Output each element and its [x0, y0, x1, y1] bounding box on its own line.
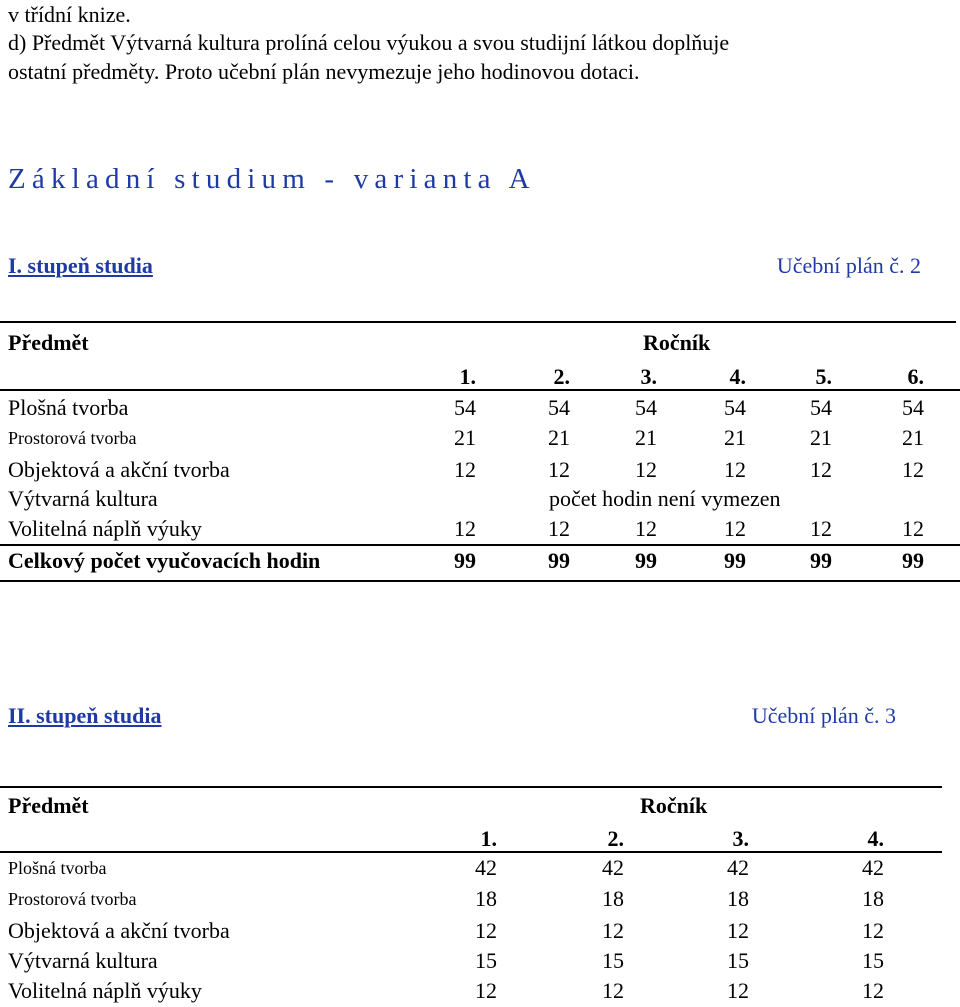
- stage1-total-cell: 99: [454, 548, 476, 573]
- stage1-cell: 54: [724, 395, 746, 420]
- stage1-row-subject: Výtvarná kultura: [8, 486, 158, 511]
- stage1-cell: 54: [454, 395, 476, 420]
- stage1-cell: 12: [454, 516, 476, 541]
- stage1-row-subject: Plošná tvorba: [8, 395, 129, 420]
- stage1-header-year: Ročník: [643, 330, 711, 355]
- stage2-row-subject: Volitelná náplň výuky: [8, 978, 202, 1003]
- stage2-label: II. stupeň studia: [8, 703, 162, 728]
- stage2-cell: 12: [602, 918, 624, 943]
- section-title: Základní studium - varianta A: [8, 163, 536, 195]
- stage1-cell: 12: [810, 457, 832, 482]
- stage1-year-1: 1.: [459, 364, 476, 389]
- stage2-year-4: 4.: [867, 826, 884, 851]
- stage1-total-cell: 99: [724, 548, 746, 573]
- stage1-row-subject: Prostorová tvorba: [8, 428, 137, 448]
- stage1-header-subject: Předmět: [8, 330, 89, 355]
- stage2-top-rule: [0, 786, 942, 788]
- stage1-year-4: 4.: [729, 364, 746, 389]
- stage2-header-year: Ročník: [640, 793, 708, 818]
- stage1-cell: 21: [548, 425, 570, 450]
- stage1-cell: 21: [902, 425, 924, 450]
- stage1-total-cell: 99: [548, 548, 570, 573]
- stage2-cell: 12: [862, 918, 884, 943]
- stage2-cell: 12: [727, 978, 749, 1003]
- stage1-row-note: počet hodin není vymezen: [549, 486, 781, 511]
- stage1-cell: 12: [902, 457, 924, 482]
- stage1-cell: 12: [454, 457, 476, 482]
- stage2-row-subject: Prostorová tvorba: [8, 889, 137, 909]
- stage2-cell: 18: [862, 886, 884, 911]
- stage2-cell: 12: [862, 978, 884, 1003]
- stage2-cell: 42: [862, 855, 884, 880]
- stage1-plan: Učební plán č. 2: [776, 253, 921, 278]
- stage1-cell: 12: [724, 516, 746, 541]
- stage2-year-3: 3.: [732, 826, 749, 851]
- stage2-cell: 12: [475, 918, 497, 943]
- stage1-year-3: 3.: [640, 364, 657, 389]
- stage2-cell: 18: [475, 886, 497, 911]
- stage2-header-subject: Předmět: [8, 793, 89, 818]
- stage1-cell: 54: [810, 395, 832, 420]
- stage2-row-subject: Plošná tvorba: [8, 858, 107, 878]
- stage1-row-subject: Objektová a akční tvorba: [8, 457, 230, 482]
- stage2-cell: 42: [475, 855, 497, 880]
- stage1-cell: 12: [810, 516, 832, 541]
- stage1-cell: 21: [635, 425, 657, 450]
- stage2-cell: 15: [862, 948, 884, 973]
- stage2-year-1: 1.: [480, 826, 497, 851]
- stage2-cell: 15: [475, 948, 497, 973]
- stage2-row-subject: Objektová a akční tvorba: [8, 918, 230, 943]
- stage2-row-subject: Výtvarná kultura: [8, 948, 158, 973]
- stage1-cell: 12: [635, 457, 657, 482]
- stage2-cell: 18: [602, 886, 624, 911]
- stage1-cell: 54: [548, 395, 570, 420]
- stage1-year-6: 6.: [907, 364, 924, 389]
- stage1-cell: 54: [902, 395, 924, 420]
- stage1-cell: 21: [724, 425, 746, 450]
- stage1-cell: 12: [548, 516, 570, 541]
- stage1-row-subject: Volitelná náplň výuky: [8, 516, 202, 541]
- intro-line-1: v třídní knize.: [8, 2, 131, 27]
- stage2-cell: 42: [727, 855, 749, 880]
- stage1-cell: 12: [902, 516, 924, 541]
- stage2-cell: 18: [727, 886, 749, 911]
- stage1-cell: 12: [724, 457, 746, 482]
- stage1-total-cell: 99: [810, 548, 832, 573]
- stage1-cell: 54: [635, 395, 657, 420]
- stage1-label: I. stupeň studia: [8, 253, 153, 278]
- stage2-cell: 15: [727, 948, 749, 973]
- stage1-top-rule: [0, 321, 956, 323]
- stage1-total-cell: 99: [902, 548, 924, 573]
- stage1-cell: 21: [810, 425, 832, 450]
- stage1-cell: 12: [635, 516, 657, 541]
- stage1-header-rule: [0, 389, 960, 391]
- stage1-total-label: Celkový počet vyučovacích hodin: [8, 548, 321, 573]
- stage2-cell: 12: [602, 978, 624, 1003]
- stage2-header-rule: [0, 851, 942, 853]
- stage1-cell: 12: [548, 457, 570, 482]
- intro-line-3: ostatní předměty. Proto učební plán nevymezuje jeho hodinovou dotaci.: [8, 59, 640, 84]
- stage1-year-5: 5.: [815, 364, 832, 389]
- stage2-cell: 12: [475, 978, 497, 1003]
- stage1-cell: 21: [454, 425, 476, 450]
- stage2-cell: 12: [727, 918, 749, 943]
- stage1-bottom-rule: [0, 580, 960, 582]
- intro-line-2: d) Předmět Výtvarná kultura prolíná celou výukou a svou studijní látkou doplňuje: [8, 30, 730, 55]
- stage1-total-cell: 99: [635, 548, 657, 573]
- stage2-plan: Učební plán č. 3: [751, 703, 896, 728]
- stage1-year-2: 2.: [553, 364, 570, 389]
- stage2-cell: 42: [602, 855, 624, 880]
- stage1-total-rule: [0, 544, 960, 546]
- stage2-cell: 15: [602, 948, 624, 973]
- stage2-year-2: 2.: [607, 826, 624, 851]
